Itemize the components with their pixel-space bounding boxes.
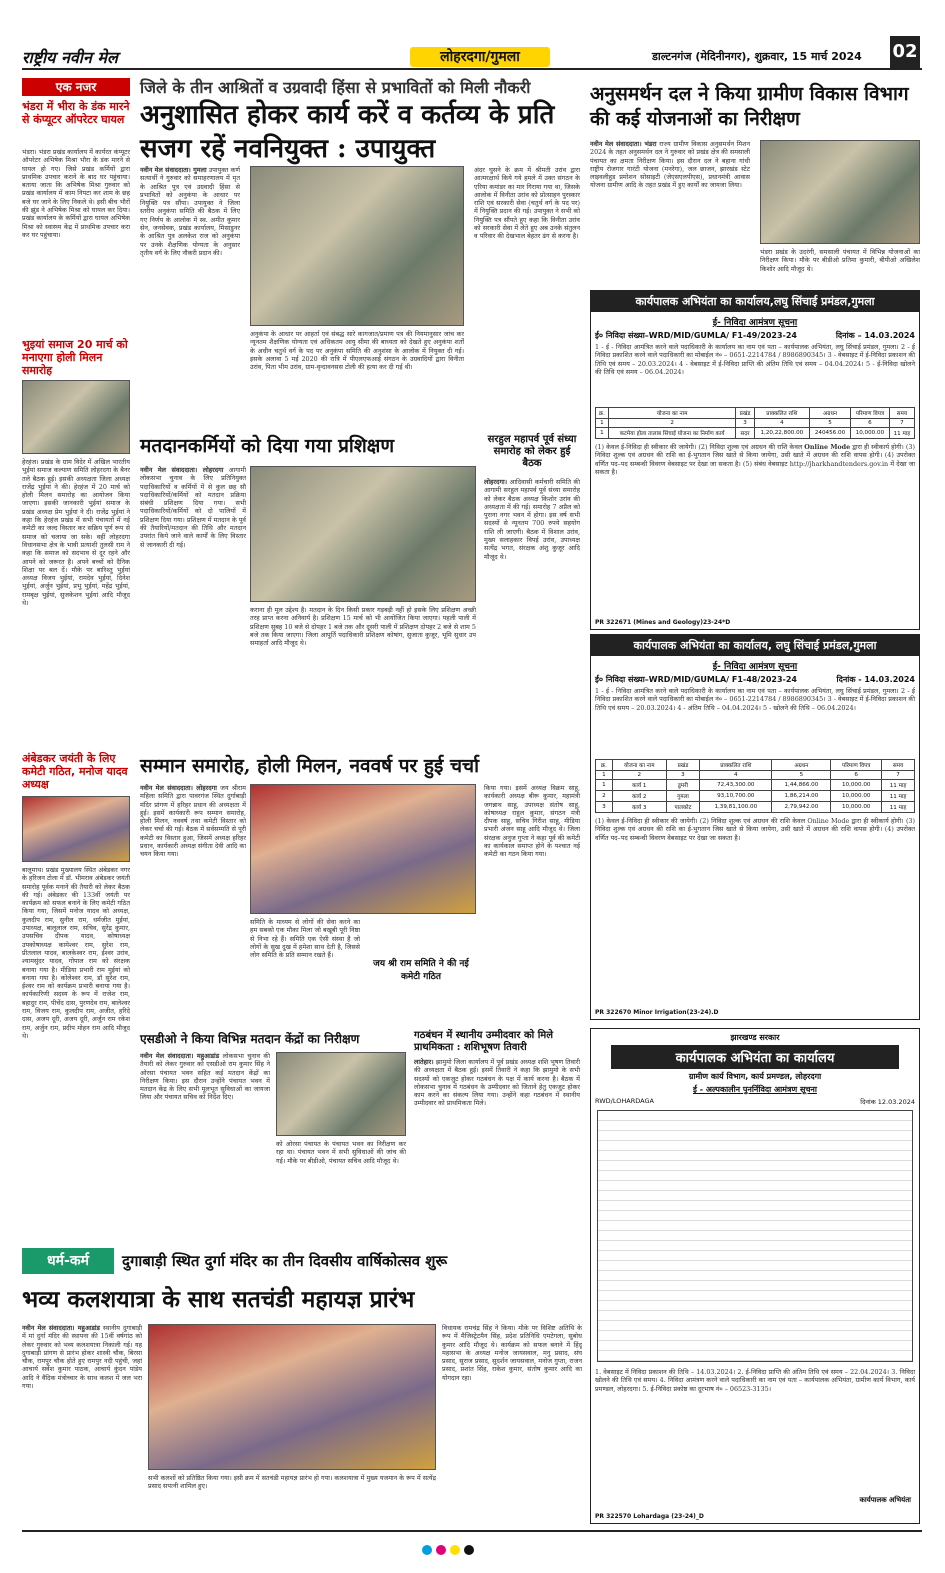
ad3-notice: ई - अल्पकालीन पुनर्निविदा आमंत्रण सूचना [693,1085,817,1094]
ad1-ref: ई० निविदा संख्या–WRD/MID/GUMLA/ F1-49/2023-24 [595,331,798,340]
story4-photo [276,1052,406,1136]
top-kicker: जिले के तीन आश्रितों व उग्रवादी हिंसा से प्रभावितों को मिली नौकरी [140,78,531,97]
section-label: लोहरदगा/गुमला [410,47,550,67]
story4-col-1: नवीन मेल संवाददाता। महुआडांड लोकसभा चुनाव की तैयारी को लेकर गुरुवार को एसडीओ राम कुमार सिंह ने ओरसा पंचायत भवन सहित कई मतदान केंद्रों का निरीक्षण किया। इस दौरान उन्होंने पंचायत भवन में मतदान केंद्र के लिए सभी मूलभूत सुविधाओं का जायजा लिया और पंचायत सचिव को निर्देश दिए। [140,1052,270,1102]
ad3-title: कार्यपालक अभियंता का कार्यालय [611,1045,899,1069]
story4-byline: नवीन मेल संवाददाता। महुआडांड [140,1052,220,1060]
footer-rule [22,1530,922,1536]
story5-headline: गठबंधन में स्थानीय उम्मीदवार को मिले प्राथमिकता : शशिभूषण तिवारी [414,1030,554,1053]
story3-sub: जय श्री राम समिति ने की नई कमेटी गठित [373,959,469,982]
left-headline-1: भंडरा में भीरा के डंक मारने से कंप्यूटर ऑपरेटर घायल [22,100,130,126]
top-headline: अनुशासित होकर कार्य करें व कर्तव्य के प्रति सजग रहें नवनियुक्त : उपायुक्त [140,100,555,164]
left-story-2-text: हेरहंज। प्रखंड के ग्राम विदेर में अखिल भारतीय भुईयां समाज कल्याण समिति लोहरदगा के बैनर तले बैठक हुई। इसकी अध्यक्षता जिला अध्यक्ष राजेंद्र भुईयां ने की। हेरहंज में 20 मार्च को होली मिलन समारोह का आयोजन किया जाएगा। इसकी जानकारी भुईयां समाज के प्रखंड अध्यक्ष प्रेम भुईयां ने दी। राजेंद्र भुईयां ने कहा कि हेरहंज प्रखंड में सभी पंचायतों में नई कमेटी का जल्द विस्तार कर सक्रिय पूर्ण रूप से समाज को चलाया जा सके। वहीं लोहरदगा विधानसभा क्षेत्र के भावी प्रत्याशी तुलसी राम ने कहा कि समाज को सदभाव से दूर रहने और आपने को जरूरत है। अपने बच्चों को दैनिक शिक्षा पर बल दें। मौके पर बारिश्तु भुईयां अध्यक्ष विजय भुईयां, रामदेव भुईयां, दिनेश भुईयां, अर्जुन भुईयां, प्रभु भुईयां, महेंद्र भुईयां, रामबृक्ष भुईयां, सुजकेशन भुईयां आदि मौजूद थे। [22,458,130,608]
left-headline-2: भुइयां समाज 20 मार्च को मनाएगा होली मिलन समारोह [22,338,128,377]
top-story-col-3: अंदर घुसने के क्रम में श्रीमती उरांव द्वारा आत्मरक्षार्थ किये गये हमले में उक्त संगठन के एरिया कमांडर का मार गिराया गया था, जिसके आलोक में विनीता उरांव को प्रोत्साहन पुरस्कार राशि एवं सरकारी सेवा (चतुर्थ वर्ग के पद पर) में नियुक्ति प्रदान की गई। उपायुक्त ने सभी को नियुक्ति पत्र सौंपते हुए कहा कि विनीता उरांव को सरकारी सेवा में लेते हुए अब उनके संतुलन व परिवार की देखभाल बेहतर ढंग से करना है। [474,166,580,241]
right-top-text: नवीन मेल संवाददाता। भंडरा राज्य ग्रामीण विकास अनुसमर्थन मिशन 2024 के तहत अनुसमर्थन दल ने गुरुवार को प्रखंड क्षेत्र की समसाली पंचायत का क्षमता निरीक्षण किया। इस दौरान दल ने बहाना गांधी राष्ट्रीय रोजगार गारंटी योजना (मनरेगा), जल छाजन, झारखंड स्टेट लाइवलीहुड प्रमोशन सोसाइटी (जेएसएलपीएस), प्रधानमंत्री आवास योजना ग्रामीण आदि के तहत प्रखंड में हुए कार्यों का जायजा लिया। [590,140,750,190]
table-row: 2 कार्य 2 गुमला 93,10,700.00 1,86,214.00 10,000.00 11 माह [596,791,915,802]
left-story-1-text: भंडरा। भंडरा प्रखंड कार्यालय में कार्यरत कंप्यूटर ऑपरेटर अभिषेक मिश्रा भौरा के डंक मारने से घायल हो गए। जिसे प्रखंड कर्मियों द्वारा प्राथमिक उपचार कराने के बाद घर पहुंचाया। बताया जाता कि अभिषेक मिश्रा गुरुवार को प्रखंड कार्यालय में काम निपटा कर शाम के छह बजे घर जाने के लिए निकले थे। इसी बीच भौरों की झुंड ने अभिषेक मिश्रा को घायल कर दिया। प्रखंड कार्यालय के कर्मियों द्वारा घायल अभिषेक मिश्रा को स्वास्थ्य केंद्र में प्राथमिक उपचार करा कर घर पहुंचाया। [22,148,130,239]
left-photo-2 [22,796,130,862]
ad1-pr: PR 322671 (Mines and Geology)23-24*D [595,619,731,626]
left-story-3-text: बालूमाथ। प्रखंड मुख्यालय स्थित अंबेडकर नगर के हरिजन टोला में डॉ. भीमराव अंबेडकर जयंती समारोह पूर्वक मनाने की तैयारी को लेकर बैठक की गई। अंबेडकर की 133वीं जयंती पर कार्यक्रम को सफल बनाने के लिए कमेटी गठित किया गया, जिसमें मनोज यादव को अध्यक्ष, कुलदीप राम, सुनील राम, धर्मजीत मुईयां, उपाध्यक्ष, बालूलाल राम, सचिव, सुरेंद्र कुमार, उपसचिव दीपक यादव, कोषाध्यक्ष उपकोषाध्यक्ष कामेश्वर राम, सुरेश राम, प्रीतलाल यादव, बालकेश्वर राम, ईश्वर उरांव, श्यामसुंदर यादव, गोपाल राम को संरक्षक बनाया गया है। मीडिया प्रभारी राम मुईयां को बनाया गया है। कोलेश्वर राम, डॉ सुरेश राम, ईश्वर राम को कार्यक्रम प्रभारी बनाया गया है। कार्यकारिणी सदस्य के रूप में राजेश राम, बहादुर राम, पीचेंद दास, पुरणदेव राम, बालेश्वर राम, विजय राम, कुलदीप राम, अजीत, हरिदे दास, अजय दूरी, अजय दूरी, अर्जुन राम रकेश राम, अर्जुन राम, प्रदीप मोहन राम आदि मौजूद थे। [22,866,130,1040]
dharm-byline: नवीन मेल संवाददाता। महुआडांड [22,1324,100,1332]
story4-headline: एसडीओ ने किया विभिन्न मतदान केंद्रों का निरीक्षण [140,1032,360,1046]
ad3-pr: PR 322570 Lohardaga (23-24)_D [595,1513,704,1520]
story2b-text: लोहरदगा। आदिवासी कर्मचारी समिति की आगामी सरहुल महापर्व पूर्व संध्या समारोह को लेकर बैठक अध्यक्ष किशोर उरांव की अध्यक्षता में की गई। समारोह 7 अप्रैल को पुराना नगर भवन में होगा। इस वर्ष सभी सदस्यों से न्यूनतम 700 रुपये सहयोग राशि ली जाएगी। बैठक में विशाल उरांव, मुख्य सलाहकार विपई उरांव, उपाध्यक्ष सत्येंद्र भगत, संरक्षक अंशु कुजूर आदि मौजूद थे। [484,478,580,561]
top-story-col-2: अनुकंपा के आधार पर आहर्ता एवं संबद्ध सारे कागजात/प्रमाण पत्र की नियमानुसार जांच कर न्यूनतम शैक्षणिक योग्यता एवं अधिकतम आयु सीमा की बाध्यता को देखते हुए अनुकंपा शर्तों के अधीन चतुर्थ वर्ग के पद पर अनुकंपा समिति की अनुशंसा के आलोक में नियुक्त दी गई। इसके अलावा 5 मई 2020 की रात्रि में पीएलएफआई संगठन के उग्रवादियों द्वारा विनीता उरांव, पिता भीम उरांव, ग्राम-वृन्दावनसस टोली की हत्या कर दी गई थी। [250,330,464,372]
ad1-date: दिनांक – 14.03.2024 [835,331,915,340]
dharm-photo [148,1324,436,1470]
tender-ad-1 [590,290,920,630]
story3-col-2: समिति के माध्यम से लोगों की सेवा करने का हम सबको एक मौका मिला जो बखूबी पूरी निष्ठा से निभा रहे हैं। समिति एक ऐसी संस्था है जो लोगों के सुख दुख में हमेशा साथ देती है, जिससे लोग समिति के प्रति सम्मान रखते हैं। [250,918,360,960]
top-byline: नवीन मेल संवाददाता। गुमला [140,166,207,174]
ad1-details: 1 - ई - निविदा आमंत्रित करने वाले पदाधिकारी के कार्यालय का नाम एवं पता – कार्यपालक अभियंता, लघु सिंचाई प्रमंडल, गुमला। 2 - ई निविदा प्रकाशित करने वाले पदाधिकारी का मोबाईल नं० – 0651-2214784 / 8986890345। 3 - वेबसाइट में ई-निविदा प्रकाशन की तिथि एवं समय – 20.03.2024। 4 - वेबसाइट में ई-निविदा प्राप्ति की अंतिम तिथि एवं समय – 04.04.2024। 5 - ई-निविदा खोलने की तिथि एवं समय – 06.04.2024। [595,343,915,376]
ad3-ref: RWD/LOHARDAGA [595,1097,654,1105]
ad2-subtitle: ई- निविदा आमंत्रण सूचना [712,662,798,672]
table-row: 1 2 3 4 5 6 7 [596,771,915,780]
right-top-headline: अनुसमर्थन दल ने किया ग्रामीण विकास विभाग की कई योजनाओं का निरीक्षण [590,83,909,130]
dharm-karm-label: धर्म-कर्म [22,1248,114,1274]
ad2-ref: ई० निविदा संख्या–WRD/MID/GUMLA/ F1-48/2023-24 [595,675,798,684]
story2-col-1: नवीन मेल संवाददाता। लोहरदगा आगामी लोकसभा चुनाव के लिए प्रतिनियुक्त पदाधिकारियों व कर्मियों में से कुल छह सौ पदाधिकारियों/कर्मियों को मतदान प्रक्रिया संबंधी प्रशिक्षण दिया गया। सभी पदाधिकारियों/कर्मियों को दो पालियों में प्रशिक्षण दिया गया। प्रशिक्षण में मतदान के पूर्व की तैयारियों/मतदान की तिथि और मतदान उपरांत किये जाने वाले कार्यों के लिए विस्तार से जानकारी दी गई। [140,466,246,549]
story3-col-3: किया गया। इसमें अध्यक्ष विक्रम साहू, कार्यकारी अध्यक्ष बीरू कुमार, महामंत्री जगन्नाथ साहू, उपाध्यक्ष संतोष साहू, कोषाध्यक्ष राहुल कुमार, संगठन मंत्री दीपक साहू, सचिव गिरीश साहू, मीडिया प्रभारी अंजन साहू आदि मौजूद थे। जिला संरक्षक अनुज गुप्ता ने कहा पूर्व की कमेटी का कार्यकाल समाप्त होने के पश्चात नई कमेटी का गठन किया गया। [484,784,580,859]
issue-date: डाल्टनगंज (मेदिनीनगर), शुक्रवार, 15 मार्च 2024 [652,50,862,63]
story3-headline: सम्मान समारोह, होली मिलन, नववर्ष पर हुई चर्चा [140,755,480,777]
story5-text: लातेहार। झामुमो जिला कार्यालय में पूर्व प्रखंड अध्यक्ष शशि भूषण तिवारी की अध्यक्षता में बैठक हुई। इसमें तिवारी ने कहा कि झामुमो के सभी सदस्यों को एकजुट होकर गठबंधन के पक्ष में कार्य करना है। बैठक में लोकसभा चुनाव में गठबंधन के उम्मीदवार को जिताने हेतु एकजुट होकर काम करने का संकल्प लिया गया। उन्होंने कहा गठबंधन में स्थानीय उम्मीदवार को प्राथमिकता मिले। [414,1058,580,1108]
top-story-col-1: नवीन मेल संवाददाता। गुमला उपायुक्त कर्ण सत्यार्थी ने गुरुवार को समाहरणालय में मृत के आश्रित पुत्र एवं उग्रवादी हिंसा से प्रभावितों को अनुकंपा के आधार पर नियुक्ति पत्र सौंपा। उपायुक्त ने जिला स्तरीय अनुकंपा समिति की बैठक में लिए गए निर्णय के आलोक में स्व. अमीत कुमार सेन, जनसेवक, प्रखंड कार्यालय, मिसाडुनर के आश्रित पुत्र अलकेश राज को अनुकंपा पर उनके शैक्षणिक योग्यता के अनुसार तृतीय वर्ग के लिए नौकरी प्रदान की। [140,166,240,257]
story2b-byline: लोहरदगा। [484,478,508,486]
table-row: 1 कार्य 1 डुमरी 72,43,300.00 1,44,866.00 10,000.00 11 माह [596,780,915,791]
masthead [22,41,922,70]
table-row: 1 2 3 4 5 6 7 [596,419,915,428]
story2-byline: नवीन मेल संवाददाता। लोहरदगा [140,466,224,474]
paper-name: राष्ट्रीय नवीन मेल [22,48,118,67]
top-photo [250,166,464,326]
story2-photo [250,466,476,602]
story3-photo [250,784,476,914]
right-top-byline: नवीन मेल संवाददाता। भंडरा [590,140,657,148]
ad3-conditions: 1. वेबसाइट में निविदा प्रकाशन की तिथि – 14.03.2024। 2. ई-निविदा प्राप्ति की अंतिम तिथि एवं समय – 22.04.2024। 3. निविदा खोलने की तिथि एवं समय। 4. निविदा आमंत्रण करने वाले पदाधिकारी का नाम एवं पता – कार्यपालक अभियंता, ग्रामीण कार्य विभाग, कार्य प्रमण्डल, लोहरदगा। 5. ई-निविदा प्रकोष्ठ का दूरभाष नं० – 06523-3135। [595,1368,915,1393]
ad2-date: दिनांक - 14.03.2024 [836,675,915,684]
ad2-conditions: (1) केवल ई-निविदा ही स्वीकार की जायेगी। (2) निविदा शुल्क एवं अग्रधन की राशि केवल Online Mode द्वारा ही स्वीकार्य होगी। (3) निविदा शुल्क एवं अग्रधन की राशि का ई-भुगतान जिस खाते से किया जायेगा, उसी खाते में अग्रधन की राशि वापस होगी। (4) उपरोक्त वर्णित पद–पद सम्बन्धी विवरण वेबसाइट पर देखा जा सकता है। [595,817,915,842]
right-top-caption: भंडरा प्रखंड के उदरंगी, समसाली पंचायत में विभिन्न योजनाओं का निरीक्षण किया। मौके पर बीडीओ प्रतिमा कुमारी, बीपीओ अखिलेश किशोर आदि मौजूद थे। [760,248,920,273]
ad1-conditions: (1) केवल ई-निविदा ही स्वीकार की जायेगी। (2) निविदा शुल्क एवं अग्रधन की राशि केवल Online Mode द्वारा ही स्वीकार्य होगी। (3) निविदा शुल्क एवं अग्रधन की राशि का ई-भुगतान जिस खाते से किया जायेगा, उसी खाते में अग्रधन की राशि वापस होगी। (4) उपरोक्त वर्णित पद–पद सम्बन्धी विवरण वेबसाइट पर देखा जा सकता है। (5) संबंध वेबसाइट http://jharkhandtenders.gov.in में देखा जा सकता है। [595,443,915,476]
color-registration-marks [420,1540,476,1559]
story2b-headline: सरहुल महापर्व पूर्व संध्या समारोह को लेकर हुई बैठक [487,434,577,469]
story2-headline: मतदानकर्मियों को दिया गया प्रशिक्षण [140,435,395,457]
tender-ad-2 [590,634,920,1020]
ek-nazar-label: एक नजर [22,78,130,96]
ad3-table [597,1110,913,1362]
dharm-col-1: नवीन मेल संवाददाता। महुआडांड स्थानीय दुगाबाड़ी में मां दुर्गा मंदिर की स्थापना की 15वीं वर्षगांठ को लेकर गुरुवार को भव्य कलशयात्रा निकाली गई। यह दुगाबाड़ी प्रांगण से प्रारंभ होकर शास्त्री चौक, बिरसा चौक, रामपुर चौक होते हुए रामपुर नदी पहुंची, जहां आचार्य सर्वेश कुमार पाठक, आचार्य कुंदन पांडेय आदि ने वैदिक मंत्रोच्चार के साथ कलश में जल भरा गया। [22,1324,142,1391]
dharm-karm-band [22,1248,580,1274]
dharm-col-3: विधायक रामचंद्र सिंह ने किया। मौके पर विशिष्ट अतिथि के रूप में मैजिस्ट्रेटमैन सिंह, प्रदेश प्रतिनिधि एमटेगला, सुबोध कुमार आदि मौजूद थे। कार्यक्रम को सफल बनाने में हिंदू महासभा के अध्यक्ष मनोज जायसवाल, मनु प्रसाद, संघ प्रसाद, सुराज प्रसाद, सुदर्शन जायसवाल, मनोज गुप्ता, राजन प्रसाद, प्रशांत सिंह, राकेश कुमार, संतोष कुमार आदि का योगदान रहा। [442,1324,582,1382]
story2-col-2: कराना ही मूल उद्देश्य है। मतदान के दिन किसी प्रकार गड़बड़ी नहीं हो इसके लिए प्रशिक्षण अच्छी तरह प्राप्त करना अनिवार्य है। प्रशिक्षण 15 मार्च को भी आयोजित किया जाएगा। पहली पाली में प्रशिक्षण सुबह 10 बजे से दोपहर 1 बजे तक और दूसरी पाली में प्रशिक्षण दोपहर 2 बजे से शाम 5 बजे तक किया जाएगा। जिला आपूर्ति पदाधिकारी प्रशिक्षण कोषांग, सुजाता कुजूर, भूमि सुधार उप समाहर्ता आदि मौजूद थे। [250,606,476,648]
page-number: 02 [890,36,920,68]
ad1-subtitle: ई- निविदा आमंत्रण सूचना [712,318,798,328]
table-row: 3 कार्य 3 पालकोट 1,39,81,100.00 2,79,942.00 10,000.00 11 माह [596,802,915,813]
left-photo-1 [22,380,130,454]
tender-ad-3 [590,1028,920,1524]
left-headline-3: अंबेडकर जयंती के लिए कमेटी गठित, मनोज यादव अध्यक्ष [22,752,128,791]
ad3-date: दिनांक 12.03.2024 [860,1098,915,1106]
story3-col-1: नवीन मेल संवाददाता। लोहरदगा जय श्रीराम महिला समिति द्वारा पावरगंज स्थित दुर्गाबाड़ी मंदिर प्रांगण में हरिहर प्रधान की अध्यक्षता में हुई। इसमें कार्यकारी रूप सम्मान समारोह, होली मिलन, नववर्ष तथा कमेटी विस्तार को लेकर चर्चा की गई। बैठक में सर्वसम्मति से पूरी कमेटी का विस्तार हुआ, जिसमें अध्यक्ष हरिहर प्रधान, कार्यकारी अध्यक्ष संगीता देवी आदि का चयन किया गया। [140,784,246,859]
ad2-title: कार्यपालक अभियंता का कार्यालय, लघु सिंचाई प्रमंडल,गुमला [591,635,919,656]
ad1-title: कार्यपालक अभियंता का कार्यालय,लघु सिंचाई प्रमंडल,गुमला [591,291,919,312]
dharm-main-headline: भव्य कलशयात्रा के साथ सतचंडी महायज्ञ प्रारंभ [22,1286,415,1313]
ad1-table: क्र. योजना का नाम प्रखंड प्राक्कलित राशि अग्रधन परिमाण विपत्र समय 1 2 3 4 5 6 7 1 कटमेया होला तालाब सिंचाई योजना का निर्माण कार्य सदर 1,20,22,800.00 240456.00 10,000.00 11 माह [595,407,915,439]
ad3-sign: कार्यपालक अभियंता [859,1496,911,1504]
ad3-subtitle: ग्रामीण कार्य विभाग, कार्य प्रमण्डल, लोहरदगा [688,1072,822,1081]
story4-col-2: को ओरसा पंचायत के पंचायत भवन का निरीक्षण कर रहा था। पंचायत भवन में सभी सुविधाओं की जांच की गई। मौके पर बीडीओ, पंचायत सचिव आदि मौजूद थे। [276,1140,406,1165]
ad2-pr: PR 322670 Minor Irrigation(23-24).D [595,1009,719,1016]
ad2-table: क्र. योजना का नाम प्रखंड प्राक्कलित राशि अग्रधन परिमाण विपत्र समय 1 2 3 4 5 6 7 1 कार्य 1 डुमरी 72,43,300.00 1,44,866.00 10,000.00 11 माह 2 कार्य 2 गुमला 93,10,700.00 1,86,214.00 10,000.00 11 माह 3 कार्य 3 पालकोट 1,39,81,100.00 2,79,942.00 10,000.00 11 माह [595,759,915,813]
ad2-details: 1 - ई - निविदा आमंत्रित करने वाले पदाधिकारी के कार्यालय का नाम एवं पता – कार्यपालक अभियंता, लघु सिंचाई प्रमंडल, गुमला। 2 - ई निविदा प्रकाशित करने वाले पदाधिकारी का मोबाईल नं० – 0651-2214784 / 8986890345। 3 - वेबसाइट में ई-निविदा प्रकाशन की तिथि एवं समय – 20.03.2024। 4 - अंतिम तिथि – 04.04.2024। 5 - खोलने की तिथि – 06.04.2024। [595,687,915,712]
right-top-photo [760,140,920,244]
dharm-col-2: सभी कलशों को प्रतिष्ठित किया गया। इसी क्रम में सतचंडी महायज्ञ प्रारंभ हो गया। कलशयात्रा में मुख्य यजमान के रूप में सत्येंद्र प्रसाद सपत्नी शामिल हुए। [148,1474,436,1491]
ad3-gov: झारखण्ड सरकार [730,1033,780,1042]
dharm-headline: दुगाबाड़ी स्थित दुर्गा मंदिर का तीन दिवसीय वार्षिकोत्सव शुरू [122,1252,448,1270]
table-row: 1 कटमेया होला तालाब सिंचाई योजना का निर्माण कार्य सदर 1,20,22,800.00 240456.00 10,000.00 11 माह [596,428,915,439]
